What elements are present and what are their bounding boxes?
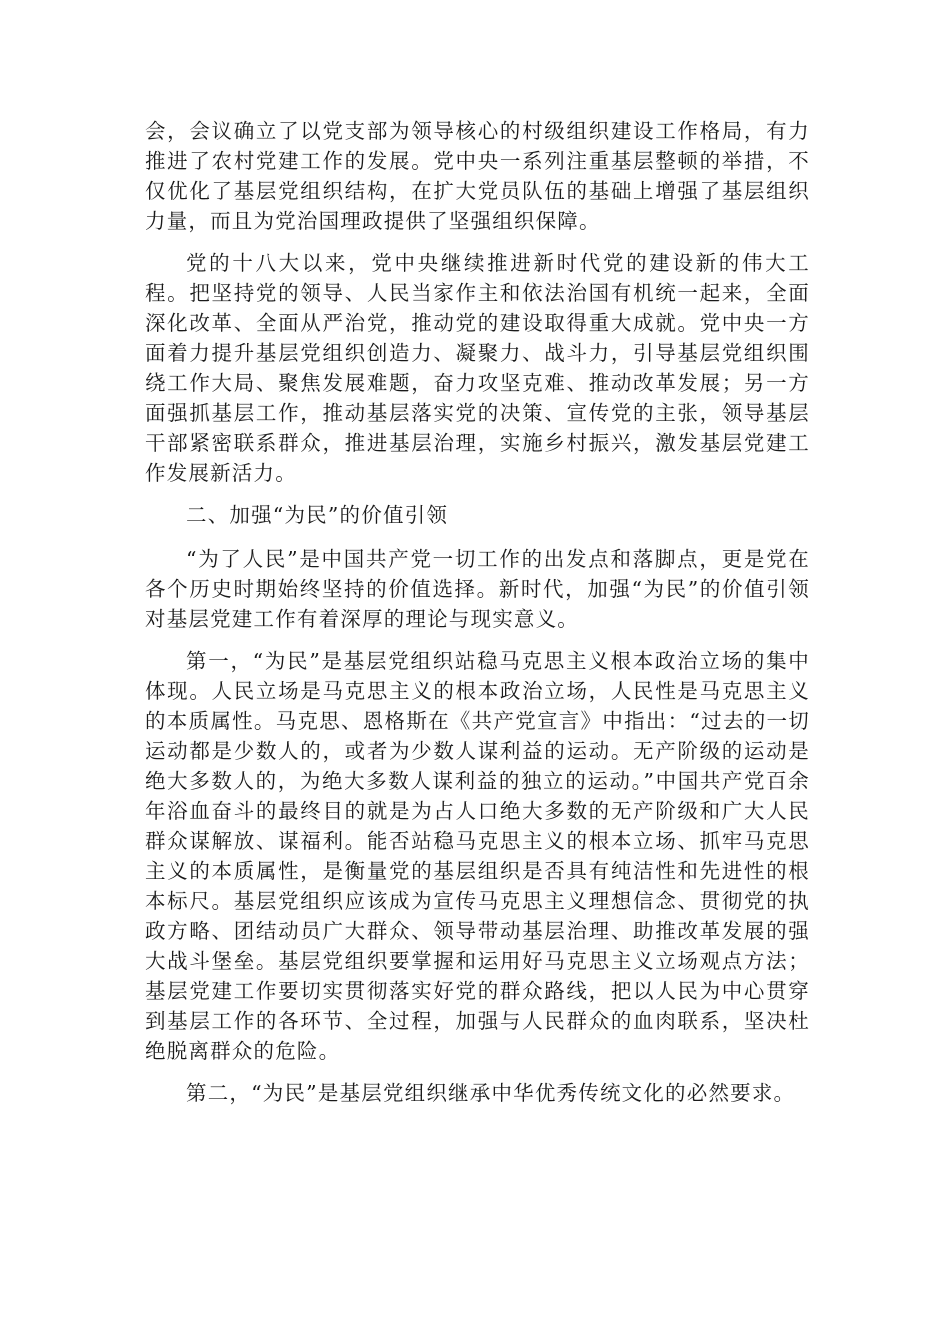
paragraph-for-the-people: “为了人民”是中国共产党一切工作的出发点和落脚点，更是党在各个历史时期始终坚持的价值选择。新时代，加强“为民”的价值引领对基层党建工作有着深厚的理论与现实意义。 <box>145 547 810 631</box>
section-heading: 二、加强“为民”的价值引领 <box>186 503 449 527</box>
paragraph-point-two: 第二，“为民”是基层党组织继承中华优秀传统文化的必然要求。 <box>186 1081 796 1105</box>
paragraph-eighteenth-congress: 党的十八大以来，党中央继续推进新时代党的建设新的伟大工程。把坚持党的领导、人民当家作主和依法治国有机统一起来，全面深化改革、全面从严治党，推动党的建设取得重大成就。党中央一方面着力提升基层党组织创造力、凝聚力、战斗力，引导基层党组织围绕工作大局、聚焦发展难题，奋力攻坚克难、推动改革发展；另一方面强抓基层工作，推动基层落实党的决策、宣传党的主张，领导基层干部紧密联系群众，推进基层治理，实施乡村振兴，激发基层党建工作发展新活力。 <box>145 251 810 485</box>
document-body <box>145 116 810 1120</box>
paragraph-point-one: 第一，“为民”是基层党组织站稳马克思主义根本政治立场的集中体现。人民立场是马克思主义的根本政治立场，人民性是马克思主义的本质属性。马克思、恩格斯在《共产党宣言》中指出：“过去的一切运动都是少数人的，或者为少数人谋利益的运动。无产阶级的运动是绝大多数人的，为绝大多数人谋利益的独立的运动。”中国共产党百余年浴血奋斗的最终目的就是为占人口绝大多数的无产阶级和广大人民群众谋解放、谋福利。能否站稳马克思主义的根本立场、抓牢马克思主义的本质属性，是衡量党的基层组织是否具有纯洁性和先进性的根本标尺。基层党组织应该成为宣传马克思主义理想信念、贯彻党的执政方略、团结动员广大群众、领导带动基层治理、助推改革发展的强大战斗堡垒。基层党组织要掌握和运用好马克思主义立场观点方法；基层党建工作要切实贯彻落实好党的群众路线，把以人民为中心贯穿到基层工作的各环节、全过程，加强与人民群众的血肉联系，坚决杜绝脱离群众的危险。 <box>145 649 810 1063</box>
paragraph-continuation: 会，会议确立了以党支部为领导核心的村级组织建设工作格局，有力推进了农村党建工作的发展。党中央一系列注重基层整顿的举措，不仅优化了基层党组织结构，在扩大党员队伍的基础上增强了基层组织力量，而且为党治国理政提供了坚强组织保障。 <box>145 119 810 233</box>
